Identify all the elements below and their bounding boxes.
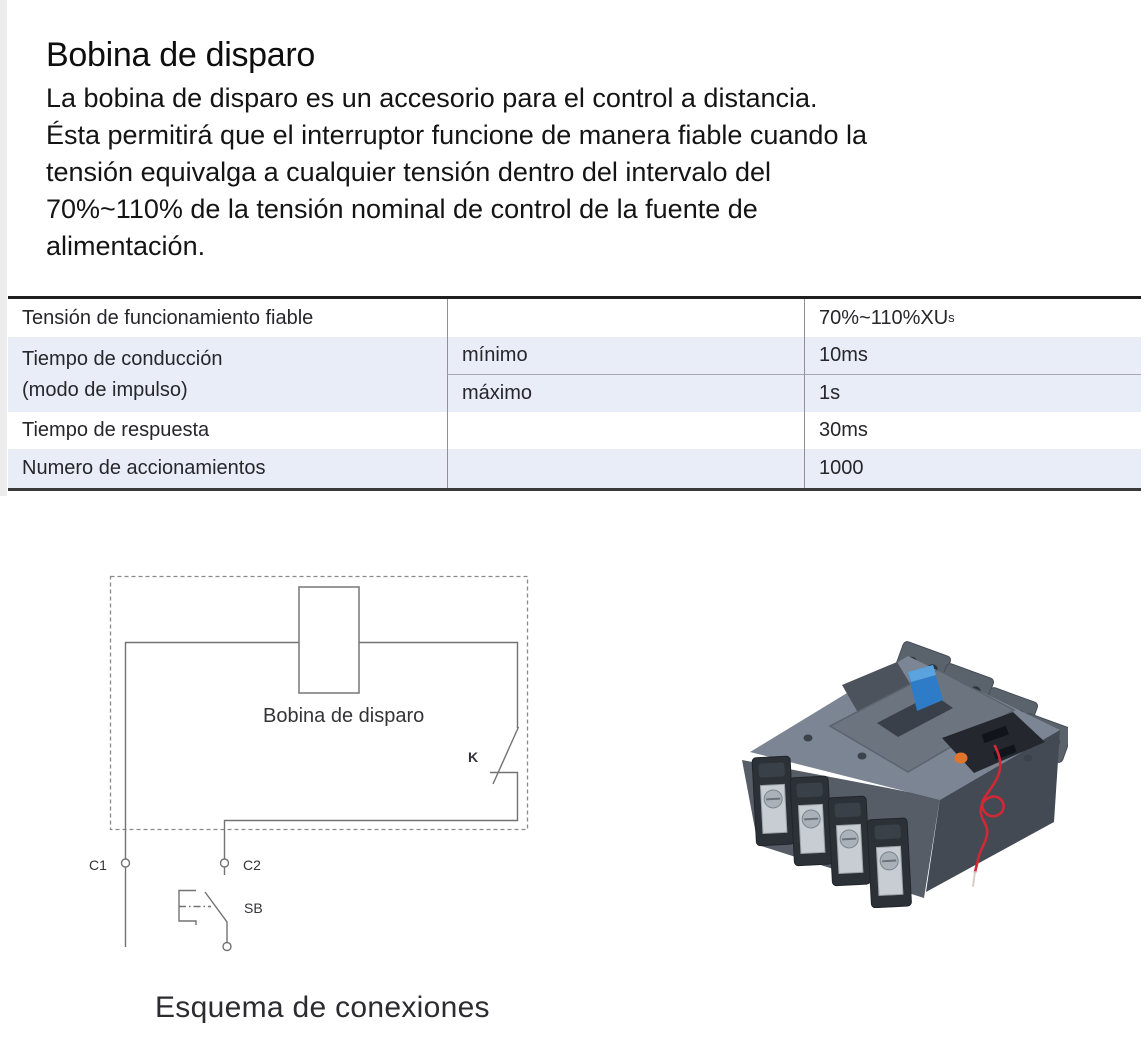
page-edge-shadow — [0, 0, 7, 496]
pushbutton-terminal-circle — [223, 943, 231, 951]
terminal-c2-circle — [221, 859, 229, 867]
pushbutton-blade — [205, 892, 227, 942]
contact-k-label: K — [468, 749, 479, 765]
screw-hole — [804, 735, 813, 742]
table-cell-value — [804, 374, 1141, 412]
contact-k-blade — [493, 727, 519, 784]
intro-paragraph — [46, 80, 867, 265]
table-cell-label — [8, 412, 447, 449]
table-cell-qualifier — [447, 374, 804, 412]
coil-label: Bobina de disparo — [263, 705, 425, 727]
diagram-caption: Esquema de conexiones — [155, 991, 490, 1024]
terminal-c2-label: C2 — [243, 857, 261, 873]
cell-text: Tiempo de respuesta — [22, 419, 210, 441]
spec-table — [8, 296, 1141, 491]
table-cell-value — [804, 412, 1141, 449]
table-cell-value: 70%~110%XU s — [804, 299, 1141, 337]
table-cell-qualifier — [447, 337, 804, 374]
paragraph-line: 70%~110% de la tensión nominal de control de la fuente de — [46, 194, 758, 224]
breaker-wire-tip — [973, 872, 975, 886]
pushbutton-sb-label: SB — [244, 900, 263, 916]
cell-text: mínimo — [462, 344, 528, 366]
cell-text: Tiempo de conducción — [22, 347, 223, 370]
paragraph-line: tensión equivalga a cualquier tensión dentro del intervalo del — [46, 157, 771, 187]
table-cell-label — [8, 299, 447, 337]
cell-text: (modo de impulso) — [22, 378, 188, 401]
wiring-diagram — [85, 555, 550, 960]
cell-text: Numero de accionamientos — [22, 457, 266, 479]
pushbutton-actuator — [179, 891, 196, 926]
table-cell-label — [8, 337, 447, 412]
table-cell-label — [8, 449, 447, 488]
cell-text: 1s — [819, 382, 841, 404]
screw-hole — [858, 753, 867, 760]
cell-text: máximo — [462, 382, 533, 404]
trip-coil-symbol — [299, 587, 359, 693]
terminal-c1-label: C1 — [89, 857, 107, 873]
table-cell-value — [804, 337, 1141, 374]
cell-text: 1000 — [819, 457, 864, 479]
table-cell-empty — [447, 412, 804, 449]
terminal-c1-circle — [122, 859, 130, 867]
paragraph-line: Ésta permitirá que el interruptor funcione de manera fiable cuando la — [46, 120, 867, 150]
table-cell-value — [804, 449, 1141, 488]
breaker-product-photo — [712, 630, 1068, 908]
paragraph-line: La bobina de disparo es un accesorio para el control a distancia. — [46, 83, 818, 113]
table-cell-empty — [447, 449, 804, 488]
cell-text: 30ms — [819, 419, 868, 441]
table-cell-empty — [447, 299, 804, 337]
breaker-indicator-orange — [955, 753, 968, 764]
cell-text: Tensión de funcionamiento fiable — [22, 306, 314, 329]
page-title: Bobina de disparo — [46, 35, 315, 74]
cell-text: 10ms — [819, 344, 868, 366]
cell-text: 70%~110%XU — [819, 306, 949, 329]
screw-hole — [1024, 755, 1033, 762]
paragraph-line: alimentación. — [46, 231, 206, 261]
